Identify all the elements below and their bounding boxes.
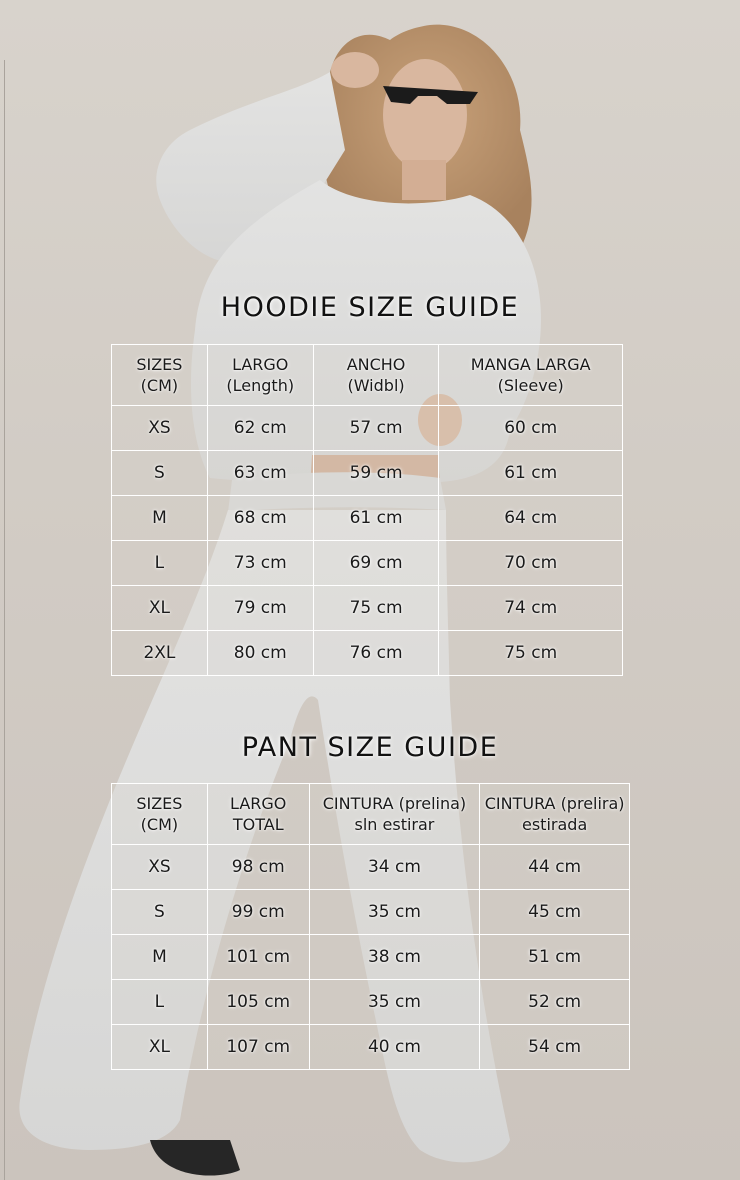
sleeve-cell: 60 cm xyxy=(439,406,623,451)
shoe xyxy=(150,1140,240,1176)
size-cell: 2XL xyxy=(112,631,208,676)
width-cell: 61 cm xyxy=(313,496,439,541)
length-cell: 80 cm xyxy=(207,631,313,676)
waist-unstretched-cell: 35 cm xyxy=(309,980,480,1025)
length-cell: 99 cm xyxy=(207,890,309,935)
size-cell: M xyxy=(112,935,208,980)
hoodie-size-guide-title: HOODIE SIZE GUIDE xyxy=(220,292,520,323)
waist-stretched-cell: 52 cm xyxy=(480,980,630,1025)
header-sleeve: MANGA LARGA (Sleeve) xyxy=(439,345,623,406)
header-sizes: SIZES (CM) xyxy=(112,345,208,406)
length-cell: 107 cm xyxy=(207,1025,309,1070)
sleeve-cell: 61 cm xyxy=(439,451,623,496)
length-cell: 105 cm xyxy=(207,980,309,1025)
header-waist-unstretched: CINTURA (prelina) sln estirar xyxy=(309,784,480,845)
hand xyxy=(331,52,379,88)
waist-unstretched-cell: 40 cm xyxy=(309,1025,480,1070)
length-cell: 73 cm xyxy=(207,541,313,586)
left-border-line xyxy=(4,60,5,1180)
sleeve-cell: 75 cm xyxy=(439,631,623,676)
size-cell: L xyxy=(112,541,208,586)
waist-stretched-cell: 51 cm xyxy=(480,935,630,980)
waist-unstretched-cell: 34 cm xyxy=(309,845,480,890)
header-sizes: SIZES (CM) xyxy=(112,784,208,845)
pant-size-guide-title: PANT SIZE GUIDE xyxy=(241,732,499,763)
table-row xyxy=(112,845,630,890)
hoodie-size-table xyxy=(111,344,623,676)
header-width: ANCHO (Widbl) xyxy=(313,345,439,406)
width-cell: 69 cm xyxy=(313,541,439,586)
table-row xyxy=(112,1025,630,1070)
waist-stretched-cell: 45 cm xyxy=(480,890,630,935)
waist-unstretched-cell: 38 cm xyxy=(309,935,480,980)
waist-unstretched-cell: 35 cm xyxy=(309,890,480,935)
pant-size-table xyxy=(111,783,630,1070)
size-cell: S xyxy=(112,451,208,496)
face xyxy=(383,59,467,171)
table-row xyxy=(112,935,630,980)
waist-stretched-cell: 44 cm xyxy=(480,845,630,890)
table-row xyxy=(112,586,623,631)
length-cell: 101 cm xyxy=(207,935,309,980)
length-cell: 63 cm xyxy=(207,451,313,496)
length-cell: 62 cm xyxy=(207,406,313,451)
size-cell: XL xyxy=(112,1025,208,1070)
table-header-row xyxy=(112,345,623,406)
header-length: LARGO (Length) xyxy=(207,345,313,406)
table-row xyxy=(112,541,623,586)
width-cell: 57 cm xyxy=(313,406,439,451)
width-cell: 59 cm xyxy=(313,451,439,496)
header-total-length: LARGO TOTAL xyxy=(207,784,309,845)
size-cell: S xyxy=(112,890,208,935)
length-cell: 79 cm xyxy=(207,586,313,631)
sleeve-cell: 64 cm xyxy=(439,496,623,541)
table-row xyxy=(112,451,623,496)
header-waist-stretched: CINTURA (prelira) estirada xyxy=(480,784,630,845)
size-cell: XS xyxy=(112,406,208,451)
width-cell: 75 cm xyxy=(313,586,439,631)
waist-stretched-cell: 54 cm xyxy=(480,1025,630,1070)
size-cell: M xyxy=(112,496,208,541)
sleeve-cell: 70 cm xyxy=(439,541,623,586)
width-cell: 76 cm xyxy=(313,631,439,676)
table-row xyxy=(112,406,623,451)
table-row xyxy=(112,890,630,935)
table-row xyxy=(112,980,630,1025)
size-cell: XS xyxy=(112,845,208,890)
sleeve-cell: 74 cm xyxy=(439,586,623,631)
table-row xyxy=(112,631,623,676)
table-row xyxy=(112,496,623,541)
size-cell: L xyxy=(112,980,208,1025)
size-cell: XL xyxy=(112,586,208,631)
length-cell: 98 cm xyxy=(207,845,309,890)
table-header-row xyxy=(112,784,630,845)
length-cell: 68 cm xyxy=(207,496,313,541)
